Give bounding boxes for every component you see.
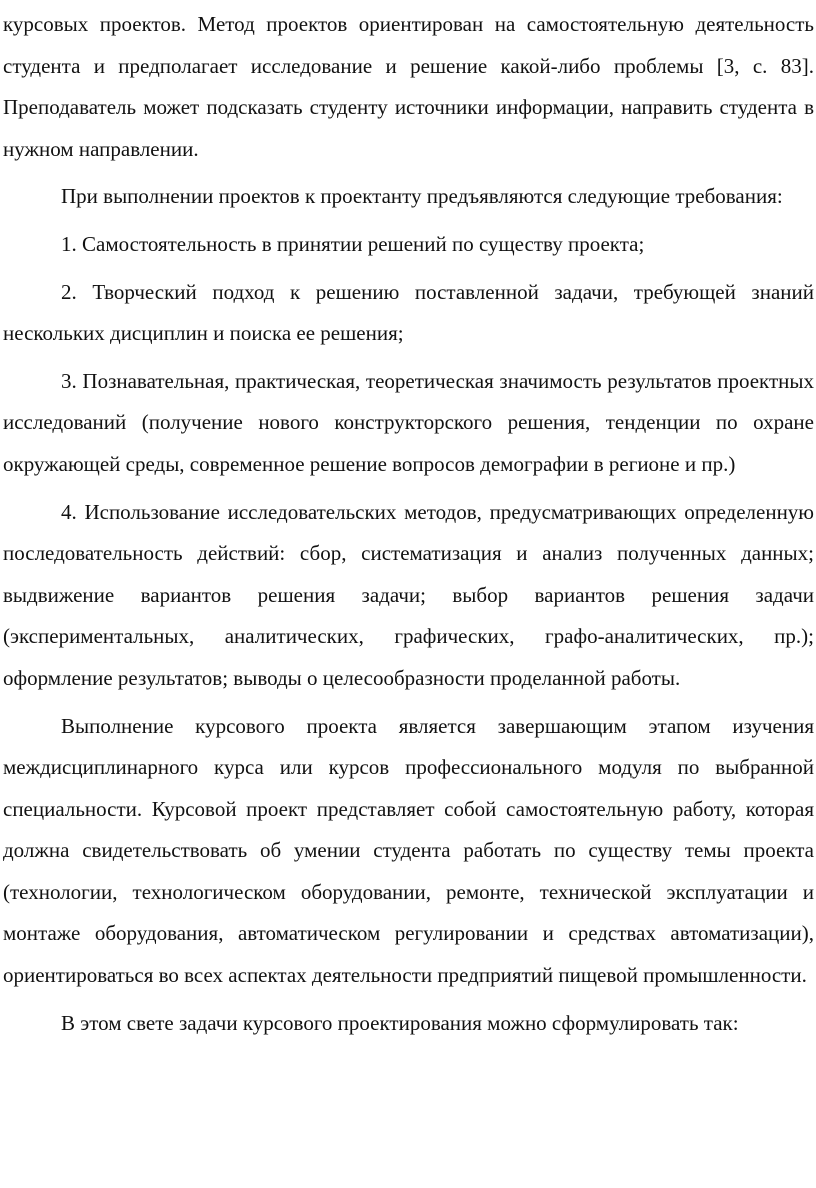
paragraph-project-method: курсовых проектов. Метод проектов ориентирован на самостоятельную деятельность студента и предполагает исследование и решение какой-либо проблемы [3, с. 83]. Преподаватель может подсказать студенту источники информации, направить студента в нужном направлении. [3, 12, 814, 161]
paragraph-requirements-intro: При выполнении проектов к проектанту предъявляются следующие требования: [61, 184, 783, 209]
paragraph-tasks-intro: В этом свете задачи курсового проектирования можно сформулировать так: [61, 1010, 739, 1035]
list-item-2: 2. Творческий подход к решению поставленной задачи, требующей знаний нескольких дисциплин и поиска ее решения; [3, 279, 814, 346]
list-item-4: 4. Использование исследовательских методов, предусматривающих определенную последовательность действий: сбор, систематизация и анализ полученных данных; выдвижение вариантов решения задачи; выбор вариантов решения задачи (экспериментальных, аналитических, графических, графо-аналитических, пр.); оформление результатов; выводы о целесообразности проделанной работы. [3, 499, 814, 690]
list-item-1: 1. Самостоятельность в принятии решений по существу проекта; [61, 231, 645, 256]
paragraph-course-project: Выполнение курсового проекта является завершающим этапом изучения междисциплинарного курса или курсов профессионального модуля по выбранной специальности. Курсовой проект представляет собой самостоятельную работу, которая должна свидетельствовать об умении студента работать по существу темы проекта (технологии, технологическом оборудовании, ремонте, технической эксплуатации и монтаже оборудования, автоматическом регулировании и средствах автоматизации), ориентироваться во всех аспектах деятельности предприятий пищевой промышленности. [3, 713, 814, 988]
list-item-3: 3. Познавательная, практическая, теоретическая значимость результатов проектных исследований (получение нового конструкторского решения, тенденции по охране окружающей среды, современное решение вопросов демографии в регионе и пр.) [3, 368, 814, 476]
